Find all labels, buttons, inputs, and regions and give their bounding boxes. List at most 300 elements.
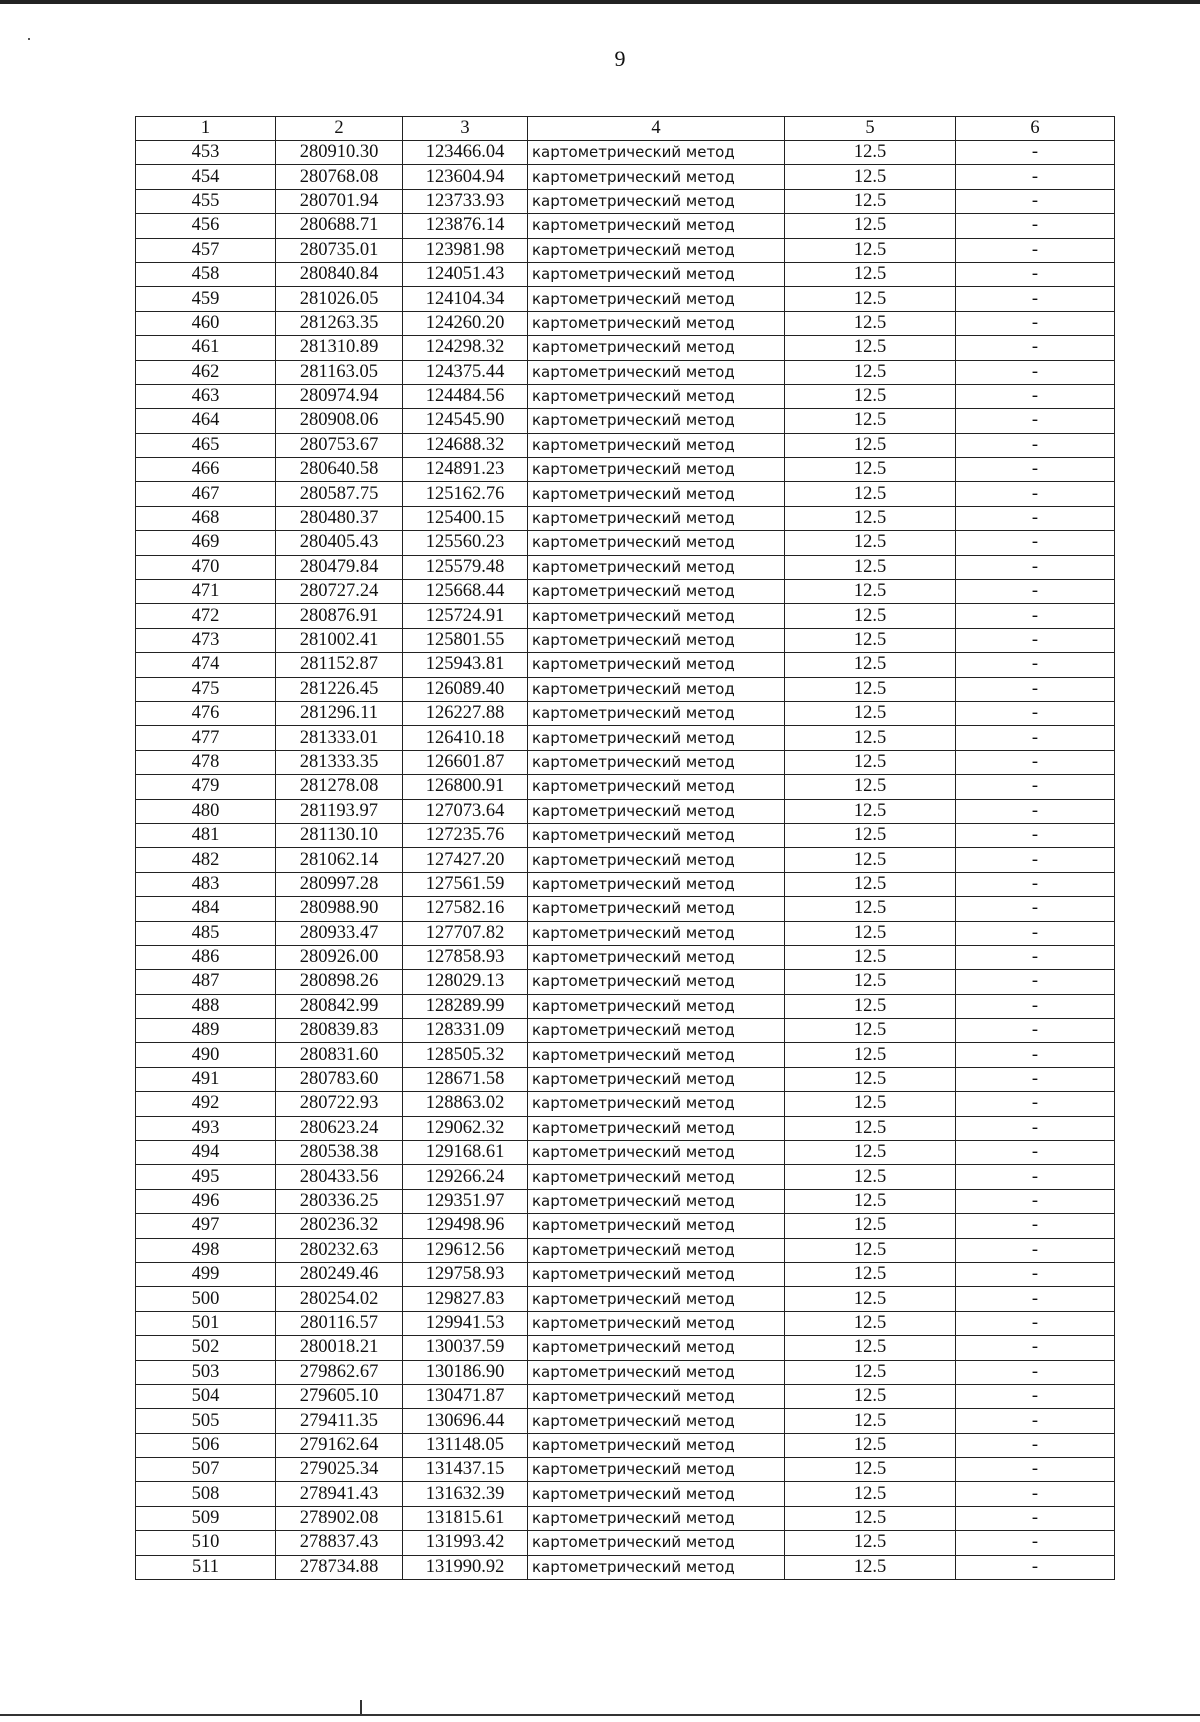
accuracy-cell: 12.5 [785,1092,956,1116]
x-coordinate-cell: 280753.67 [276,433,403,457]
y-coordinate-cell: 127707.82 [403,921,528,945]
note-cell: - [956,1189,1115,1213]
x-coordinate-cell: 280997.28 [276,872,403,896]
y-coordinate-cell: 125943.81 [403,653,528,677]
method-cell: картометрический метод [528,628,785,652]
point-number-cell: 486 [136,945,276,969]
point-number-cell: 501 [136,1311,276,1335]
y-coordinate-cell: 123981.98 [403,238,528,262]
note-cell: - [956,897,1115,921]
method-cell: картометрический метод [528,1189,785,1213]
note-cell: - [956,701,1115,725]
point-number-cell: 468 [136,506,276,530]
point-number-cell: 495 [136,1165,276,1189]
table-row [136,1116,1115,1140]
note-cell: - [956,287,1115,311]
note-cell: - [956,1214,1115,1238]
accuracy-cell: 12.5 [785,1555,956,1579]
y-coordinate-cell: 124545.90 [403,409,528,433]
x-coordinate-cell: 280783.60 [276,1067,403,1091]
note-cell: - [956,1141,1115,1165]
y-coordinate-cell: 129498.96 [403,1214,528,1238]
y-coordinate-cell: 128863.02 [403,1092,528,1116]
x-coordinate-cell: 280988.90 [276,897,403,921]
method-cell: картометрический метод [528,726,785,750]
table-row [136,604,1115,628]
accuracy-cell: 12.5 [785,897,956,921]
accuracy-cell: 12.5 [785,1238,956,1262]
x-coordinate-cell: 281062.14 [276,848,403,872]
accuracy-cell: 12.5 [785,1409,956,1433]
table-row [136,287,1115,311]
x-coordinate-cell: 280623.24 [276,1116,403,1140]
note-cell: - [956,384,1115,408]
point-number-cell: 492 [136,1092,276,1116]
table-row [136,628,1115,652]
x-coordinate-cell: 280974.94 [276,384,403,408]
point-number-cell: 504 [136,1384,276,1408]
y-coordinate-cell: 130471.87 [403,1384,528,1408]
bottom-border-line [0,1714,1200,1716]
y-coordinate-cell: 130186.90 [403,1360,528,1384]
y-coordinate-cell: 127235.76 [403,823,528,847]
x-coordinate-cell: 280688.71 [276,214,403,238]
point-number-cell: 472 [136,604,276,628]
method-cell: картометрический метод [528,555,785,579]
method-cell: картометрический метод [528,1409,785,1433]
table-row [136,726,1115,750]
y-coordinate-cell: 126410.18 [403,726,528,750]
x-coordinate-cell: 278902.08 [276,1506,403,1530]
y-coordinate-cell: 129351.97 [403,1189,528,1213]
method-cell: картометрический метод [528,945,785,969]
table-row [136,1360,1115,1384]
note-cell: - [956,1067,1115,1091]
method-cell: картометрический метод [528,141,785,165]
x-coordinate-cell: 280722.93 [276,1092,403,1116]
method-cell: картометрический метод [528,1458,785,1482]
method-cell: картометрический метод [528,823,785,847]
point-number-cell: 508 [136,1482,276,1506]
note-cell: - [956,1092,1115,1116]
method-cell: картометрический метод [528,189,785,213]
accuracy-cell: 12.5 [785,165,956,189]
x-coordinate-cell: 281333.35 [276,750,403,774]
accuracy-cell: 12.5 [785,506,956,530]
x-coordinate-cell: 280735.01 [276,238,403,262]
note-cell: - [956,921,1115,945]
x-coordinate-cell: 280768.08 [276,165,403,189]
accuracy-cell: 12.5 [785,1458,956,1482]
x-coordinate-cell: 280701.94 [276,189,403,213]
point-number-cell: 476 [136,701,276,725]
x-coordinate-cell: 280587.75 [276,482,403,506]
x-coordinate-cell: 280336.25 [276,1189,403,1213]
table-body [136,141,1115,1580]
method-cell: картометрический метод [528,531,785,555]
note-cell: - [956,1531,1115,1555]
table-row [136,458,1115,482]
method-cell: картометрический метод [528,1287,785,1311]
table-header-row [136,117,1115,141]
column-header-1: 1 [136,117,276,141]
point-number-cell: 494 [136,1141,276,1165]
point-number-cell: 487 [136,970,276,994]
y-coordinate-cell: 128029.13 [403,970,528,994]
table-row [136,214,1115,238]
accuracy-cell: 12.5 [785,1506,956,1530]
column-header-5: 5 [785,117,956,141]
y-coordinate-cell: 131990.92 [403,1555,528,1579]
y-coordinate-cell: 127561.59 [403,872,528,896]
y-coordinate-cell: 129168.61 [403,1141,528,1165]
note-cell: - [956,360,1115,384]
x-coordinate-cell: 280538.38 [276,1141,403,1165]
x-coordinate-cell: 280839.83 [276,1019,403,1043]
x-coordinate-cell: 281296.11 [276,701,403,725]
table-row [136,1165,1115,1189]
top-border-line [0,0,1200,4]
x-coordinate-cell: 281026.05 [276,287,403,311]
y-coordinate-cell: 123604.94 [403,165,528,189]
accuracy-cell: 12.5 [785,262,956,286]
point-number-cell: 463 [136,384,276,408]
point-number-cell: 470 [136,555,276,579]
y-coordinate-cell: 127073.64 [403,799,528,823]
x-coordinate-cell: 281002.41 [276,628,403,652]
y-coordinate-cell: 131993.42 [403,1531,528,1555]
table-row [136,1238,1115,1262]
y-coordinate-cell: 124104.34 [403,287,528,311]
point-number-cell: 511 [136,1555,276,1579]
table-row [136,506,1115,530]
table-row [136,1384,1115,1408]
y-coordinate-cell: 124375.44 [403,360,528,384]
note-cell: - [956,238,1115,262]
point-number-cell: 481 [136,823,276,847]
y-coordinate-cell: 126601.87 [403,750,528,774]
note-cell: - [956,1116,1115,1140]
point-number-cell: 457 [136,238,276,262]
point-number-cell: 509 [136,1506,276,1530]
point-number-cell: 478 [136,750,276,774]
table-row [136,1262,1115,1286]
y-coordinate-cell: 124891.23 [403,458,528,482]
note-cell: - [956,1287,1115,1311]
y-coordinate-cell: 125162.76 [403,482,528,506]
note-cell: - [956,628,1115,652]
x-coordinate-cell: 280933.47 [276,921,403,945]
table-row [136,848,1115,872]
note-cell: - [956,433,1115,457]
table-row [136,799,1115,823]
y-coordinate-cell: 126089.40 [403,677,528,701]
table-row [136,701,1115,725]
accuracy-cell: 12.5 [785,1262,956,1286]
table-row [136,1019,1115,1043]
table-row [136,994,1115,1018]
note-cell: - [956,531,1115,555]
accuracy-cell: 12.5 [785,1165,956,1189]
accuracy-cell: 12.5 [785,360,956,384]
note-cell: - [956,726,1115,750]
x-coordinate-cell: 279025.34 [276,1458,403,1482]
accuracy-cell: 12.5 [785,311,956,335]
y-coordinate-cell: 124688.32 [403,433,528,457]
table-row [136,1092,1115,1116]
table-row [136,921,1115,945]
note-cell: - [956,458,1115,482]
table-row [136,970,1115,994]
method-cell: картометрический метод [528,1433,785,1457]
column-header-4: 4 [528,117,785,141]
note-cell: - [956,1409,1115,1433]
accuracy-cell: 12.5 [785,287,956,311]
table-row [136,823,1115,847]
method-cell: картометрический метод [528,433,785,457]
method-cell: картометрический метод [528,360,785,384]
table-row [136,1409,1115,1433]
x-coordinate-cell: 280640.58 [276,458,403,482]
y-coordinate-cell: 123466.04 [403,141,528,165]
method-cell: картометрический метод [528,1336,785,1360]
y-coordinate-cell: 125668.44 [403,580,528,604]
table-row [136,1043,1115,1067]
point-number-cell: 497 [136,1214,276,1238]
y-coordinate-cell: 124484.56 [403,384,528,408]
accuracy-cell: 12.5 [785,994,956,1018]
y-coordinate-cell: 124051.43 [403,262,528,286]
point-number-cell: 485 [136,921,276,945]
method-cell: картометрический метод [528,262,785,286]
accuracy-cell: 12.5 [785,141,956,165]
note-cell: - [956,677,1115,701]
note-cell: - [956,262,1115,286]
y-coordinate-cell: 126227.88 [403,701,528,725]
accuracy-cell: 12.5 [785,1141,956,1165]
y-coordinate-cell: 128331.09 [403,1019,528,1043]
y-coordinate-cell: 125560.23 [403,531,528,555]
method-cell: картометрический метод [528,1165,785,1189]
method-cell: картометрический метод [528,1311,785,1335]
accuracy-cell: 12.5 [785,384,956,408]
x-coordinate-cell: 280727.24 [276,580,403,604]
table-row [136,1067,1115,1091]
note-cell: - [956,214,1115,238]
method-cell: картометрический метод [528,970,785,994]
table-row [136,141,1115,165]
note-cell: - [956,1433,1115,1457]
accuracy-cell: 12.5 [785,945,956,969]
x-coordinate-cell: 278941.43 [276,1482,403,1506]
accuracy-cell: 12.5 [785,580,956,604]
y-coordinate-cell: 129941.53 [403,1311,528,1335]
point-number-cell: 475 [136,677,276,701]
y-coordinate-cell: 129827.83 [403,1287,528,1311]
method-cell: картометрический метод [528,287,785,311]
y-coordinate-cell: 131815.61 [403,1506,528,1530]
method-cell: картометрический метод [528,1482,785,1506]
method-cell: картометрический метод [528,604,785,628]
method-cell: картометрический метод [528,1506,785,1530]
column-header-2: 2 [276,117,403,141]
accuracy-cell: 12.5 [785,921,956,945]
note-cell: - [956,482,1115,506]
y-coordinate-cell: 125801.55 [403,628,528,652]
method-cell: картометрический метод [528,1043,785,1067]
x-coordinate-cell: 280908.06 [276,409,403,433]
point-number-cell: 464 [136,409,276,433]
table-row [136,677,1115,701]
note-cell: - [956,848,1115,872]
method-cell: картометрический метод [528,1141,785,1165]
accuracy-cell: 12.5 [785,1531,956,1555]
note-cell: - [956,336,1115,360]
point-number-cell: 474 [136,653,276,677]
accuracy-cell: 12.5 [785,726,956,750]
table-row [136,336,1115,360]
y-coordinate-cell: 127427.20 [403,848,528,872]
accuracy-cell: 12.5 [785,604,956,628]
x-coordinate-cell: 280249.46 [276,1262,403,1286]
method-cell: картометрический метод [528,238,785,262]
point-number-cell: 489 [136,1019,276,1043]
table-row [136,750,1115,774]
x-coordinate-cell: 281152.87 [276,653,403,677]
point-number-cell: 480 [136,799,276,823]
x-coordinate-cell: 280840.84 [276,262,403,286]
method-cell: картометрический метод [528,1019,785,1043]
method-cell: картометрический метод [528,775,785,799]
method-cell: картометрический метод [528,1214,785,1238]
table-row [136,1531,1115,1555]
table-row [136,238,1115,262]
note-cell: - [956,555,1115,579]
accuracy-cell: 12.5 [785,872,956,896]
note-cell: - [956,799,1115,823]
table-row [136,580,1115,604]
point-number-cell: 490 [136,1043,276,1067]
note-cell: - [956,994,1115,1018]
note-cell: - [956,1384,1115,1408]
accuracy-cell: 12.5 [785,555,956,579]
x-coordinate-cell: 280910.30 [276,141,403,165]
accuracy-cell: 12.5 [785,1287,956,1311]
y-coordinate-cell: 125400.15 [403,506,528,530]
method-cell: картометрический метод [528,1116,785,1140]
method-cell: картометрический метод [528,458,785,482]
point-number-cell: 483 [136,872,276,896]
table-row [136,555,1115,579]
note-cell: - [956,141,1115,165]
point-number-cell: 506 [136,1433,276,1457]
point-number-cell: 456 [136,214,276,238]
note-cell: - [956,945,1115,969]
accuracy-cell: 12.5 [785,189,956,213]
point-number-cell: 477 [136,726,276,750]
table-row [136,1214,1115,1238]
note-cell: - [956,580,1115,604]
x-coordinate-cell: 279411.35 [276,1409,403,1433]
table-row [136,409,1115,433]
x-coordinate-cell: 280405.43 [276,531,403,555]
y-coordinate-cell: 129612.56 [403,1238,528,1262]
point-number-cell: 510 [136,1531,276,1555]
table-row [136,1189,1115,1213]
y-coordinate-cell: 128289.99 [403,994,528,1018]
table-row [136,1311,1115,1335]
note-cell: - [956,409,1115,433]
accuracy-cell: 12.5 [785,336,956,360]
point-number-cell: 461 [136,336,276,360]
note-cell: - [956,653,1115,677]
column-header-3: 3 [403,117,528,141]
x-coordinate-cell: 281193.97 [276,799,403,823]
x-coordinate-cell: 279862.67 [276,1360,403,1384]
accuracy-cell: 12.5 [785,409,956,433]
accuracy-cell: 12.5 [785,482,956,506]
point-number-cell: 460 [136,311,276,335]
y-coordinate-cell: 131437.15 [403,1458,528,1482]
accuracy-cell: 12.5 [785,1214,956,1238]
method-cell: картометрический метод [528,921,785,945]
method-cell: картометрический метод [528,214,785,238]
table-row [136,1433,1115,1457]
note-cell: - [956,506,1115,530]
accuracy-cell: 12.5 [785,238,956,262]
x-coordinate-cell: 280433.56 [276,1165,403,1189]
y-coordinate-cell: 131632.39 [403,1482,528,1506]
table-row [136,1287,1115,1311]
note-cell: - [956,1458,1115,1482]
note-cell: - [956,189,1115,213]
note-cell: - [956,1043,1115,1067]
accuracy-cell: 12.5 [785,848,956,872]
method-cell: картометрический метод [528,482,785,506]
x-coordinate-cell: 280479.84 [276,555,403,579]
accuracy-cell: 12.5 [785,653,956,677]
note-cell: - [956,1482,1115,1506]
note-cell: - [956,1165,1115,1189]
y-coordinate-cell: 128671.58 [403,1067,528,1091]
method-cell: картометрический метод [528,750,785,774]
point-number-cell: 471 [136,580,276,604]
accuracy-cell: 12.5 [785,1311,956,1335]
y-coordinate-cell: 127582.16 [403,897,528,921]
point-number-cell: 502 [136,1336,276,1360]
x-coordinate-cell: 280876.91 [276,604,403,628]
y-coordinate-cell: 130037.59 [403,1336,528,1360]
x-coordinate-cell: 279605.10 [276,1384,403,1408]
table-row [136,1336,1115,1360]
point-number-cell: 462 [136,360,276,384]
x-coordinate-cell: 280831.60 [276,1043,403,1067]
point-number-cell: 459 [136,287,276,311]
point-number-cell: 503 [136,1360,276,1384]
method-cell: картометрический метод [528,1555,785,1579]
accuracy-cell: 12.5 [785,628,956,652]
x-coordinate-cell: 280254.02 [276,1287,403,1311]
point-number-cell: 505 [136,1409,276,1433]
point-number-cell: 465 [136,433,276,457]
x-coordinate-cell: 278734.88 [276,1555,403,1579]
point-number-cell: 458 [136,262,276,286]
method-cell: картометрический метод [528,384,785,408]
note-cell: - [956,1019,1115,1043]
table-row [136,1506,1115,1530]
column-header-6: 6 [956,117,1115,141]
x-coordinate-cell: 281310.89 [276,336,403,360]
